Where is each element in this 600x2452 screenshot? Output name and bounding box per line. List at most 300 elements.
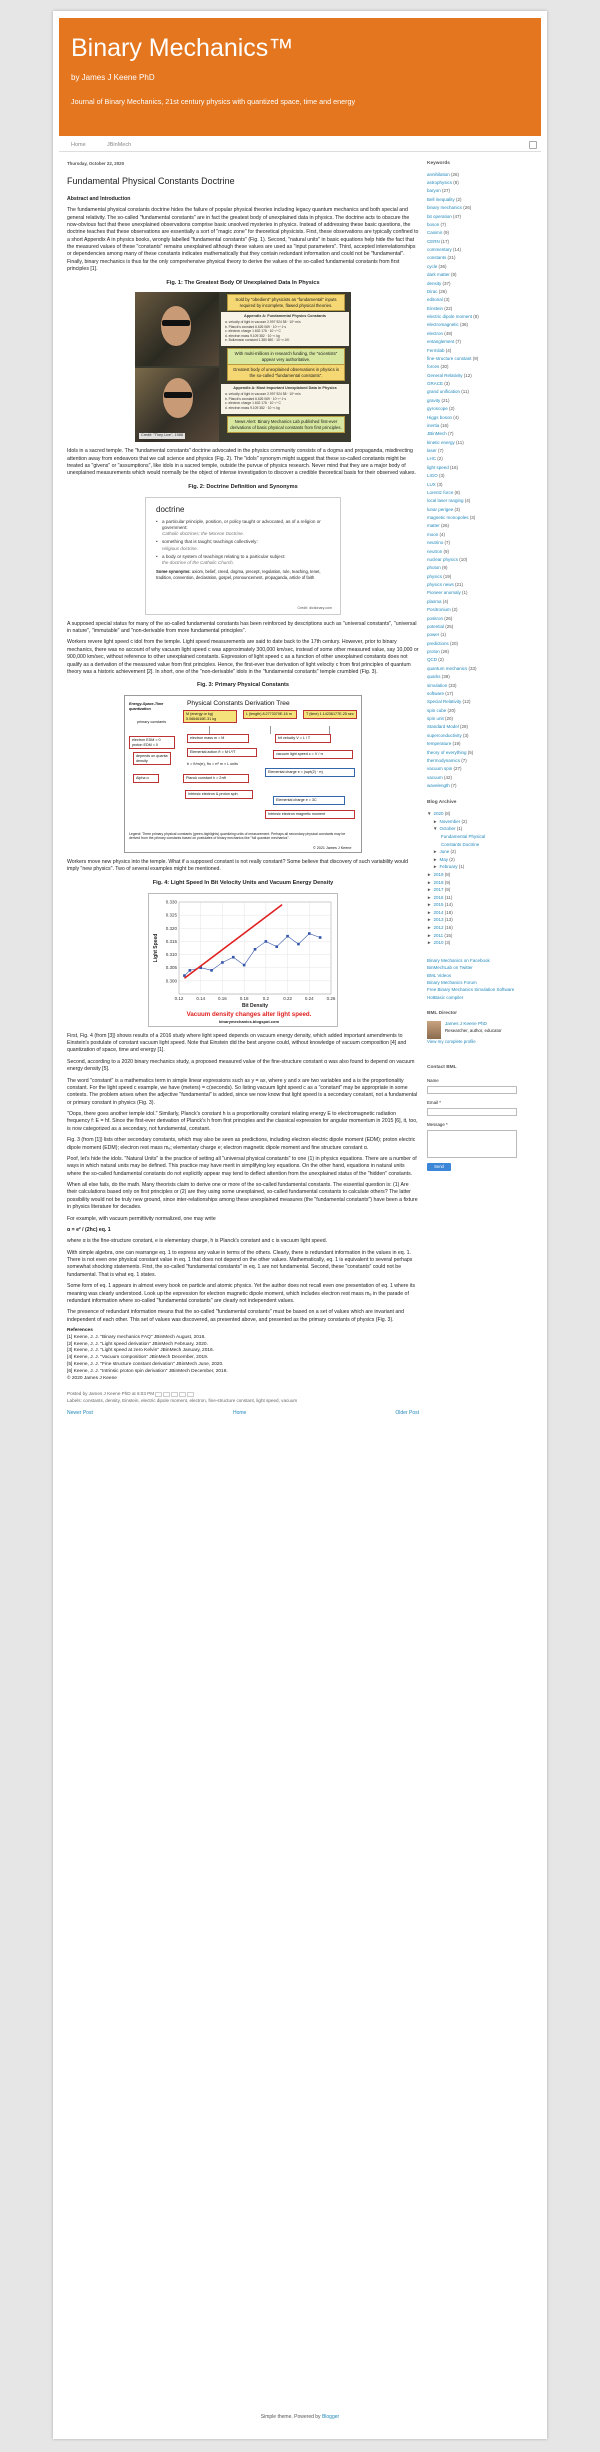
archive-label[interactable]: February bbox=[439, 864, 458, 870]
keyword-link[interactable]: theory of everything bbox=[427, 749, 467, 755]
keyword-item[interactable] bbox=[427, 615, 535, 623]
keyword-item[interactable] bbox=[427, 313, 535, 321]
keyword-link[interactable]: magnetic monopoles bbox=[427, 515, 469, 521]
keyword-count: (42) bbox=[444, 774, 453, 780]
keyword-item[interactable] bbox=[427, 296, 535, 304]
keyword-link[interactable]: baryon bbox=[427, 188, 441, 194]
archive-item[interactable] bbox=[427, 894, 535, 902]
keyword-item[interactable] bbox=[427, 196, 535, 204]
newer-post-link[interactable]: Newer Post bbox=[67, 1410, 93, 1417]
keyword-link[interactable]: physics news bbox=[427, 582, 454, 588]
sidebar-link[interactable]: HotBasic compiler bbox=[427, 994, 464, 1000]
keyword-item[interactable] bbox=[427, 472, 535, 480]
archive-label[interactable]: June bbox=[439, 849, 450, 855]
fig1-mid-box: With multi-millions in research funding, the "scientists" appear very authoritative. bbox=[227, 348, 345, 365]
keyword-item[interactable] bbox=[427, 321, 535, 329]
keyword-link[interactable]: inertia bbox=[427, 422, 440, 428]
fig1-image[interactable] bbox=[135, 292, 351, 442]
keyword-item[interactable] bbox=[427, 723, 535, 731]
keyword-link[interactable]: commentary bbox=[427, 247, 452, 253]
keyword-item[interactable] bbox=[427, 514, 535, 522]
archive-label[interactable]: 2016 bbox=[433, 894, 444, 900]
keyword-link[interactable]: Special Relativity bbox=[427, 699, 462, 705]
keyword-item[interactable] bbox=[427, 238, 535, 246]
keyword-link[interactable]: proton bbox=[427, 649, 440, 655]
keyword-item[interactable] bbox=[427, 280, 535, 288]
archive-label[interactable]: 2019 bbox=[433, 871, 444, 877]
keyword-link[interactable]: Lorentz force bbox=[427, 489, 454, 495]
keyword-link[interactable]: Positronium bbox=[427, 607, 451, 613]
keyword-link[interactable]: electromagnetic bbox=[427, 322, 459, 328]
keyword-link[interactable]: editorial bbox=[427, 297, 443, 303]
home-link[interactable]: Home bbox=[233, 1410, 247, 1417]
fig1-row: d. electron mass 9.109 382 · 10⁻³¹ kg bbox=[225, 333, 280, 338]
posted-by[interactable]: Posted by James J Keene PhD at 6:03 PM bbox=[67, 1391, 155, 1397]
blog-this-icon[interactable] bbox=[163, 1392, 170, 1397]
keyword-item[interactable] bbox=[427, 656, 535, 664]
expand-right-icon[interactable]: ► bbox=[427, 925, 432, 931]
keyword-item[interactable] bbox=[427, 531, 535, 539]
keyword-count: (22) bbox=[444, 305, 453, 311]
archive-item[interactable] bbox=[427, 848, 535, 856]
keyword-link[interactable]: nuclear physics bbox=[427, 556, 459, 562]
archive-label[interactable]: 2013 bbox=[433, 917, 444, 923]
keyword-link[interactable]: dark matter bbox=[427, 272, 450, 278]
data-point[interactable] bbox=[275, 945, 278, 948]
keyword-item[interactable] bbox=[427, 757, 535, 765]
director-avatar[interactable] bbox=[427, 1021, 441, 1039]
archive-label[interactable]: 2011 bbox=[433, 932, 444, 938]
keyword-item[interactable] bbox=[427, 171, 535, 179]
archive-count: (1) bbox=[458, 864, 465, 870]
archive-item[interactable] bbox=[427, 841, 535, 849]
director-desc: Researcher, author, educator bbox=[445, 1028, 502, 1034]
keyword-link[interactable]: Einstein bbox=[427, 305, 444, 311]
keyword-count: (36) bbox=[438, 263, 447, 269]
keyword-item[interactable] bbox=[427, 707, 535, 715]
data-point[interactable] bbox=[189, 969, 192, 972]
data-point[interactable] bbox=[297, 942, 300, 945]
fig3-action-box: Elemental action ℏ = M·L²/T bbox=[187, 748, 257, 756]
keyword-item[interactable] bbox=[427, 556, 535, 564]
director-name[interactable]: James J Keene PhD bbox=[445, 1020, 487, 1026]
paragraph-poof: Poof, let's hide the idols. "Natural Units" is the practice of setting all "universal physical constants" to one (1) in physics equations. There are a number of ways in which natural units may be defined. This practice may have merit in simplifying key equations. On the other hand, equations in natural units where the so-called fundamental constants do not explicitly appear may tend to deflect attention from the unexplained status of the "hidden" constants. bbox=[67, 1155, 417, 1177]
archive-label[interactable]: Constants Doctrine bbox=[441, 841, 480, 847]
keyword-item[interactable] bbox=[427, 564, 535, 572]
keyword-item[interactable] bbox=[427, 648, 535, 656]
keyword-item[interactable] bbox=[427, 481, 535, 489]
archive-label[interactable]: 2012 bbox=[433, 925, 444, 931]
keyword-link[interactable]: neutrino bbox=[427, 540, 444, 546]
reference-item[interactable]: [6] Keene, J. J. "Intrinsic proton spin derivation" JBinMech December, 2018. bbox=[67, 1368, 228, 1374]
keyword-link[interactable]: gravity bbox=[427, 397, 441, 403]
keyword-item[interactable] bbox=[427, 506, 535, 514]
keyword-item[interactable] bbox=[427, 673, 535, 681]
fig3-depends-box: depends on quanta density bbox=[133, 752, 171, 765]
keyword-count: (11) bbox=[456, 439, 464, 445]
keyword-link[interactable]: power bbox=[427, 632, 440, 638]
fig1-top-box: Sold by "obedient" physicists as "fundamental" inputs required by incomplete, flawed physical theories. bbox=[227, 294, 345, 311]
keyword-item[interactable] bbox=[427, 682, 535, 690]
contact-email-input[interactable] bbox=[427, 1108, 517, 1116]
keyword-link[interactable]: moon bbox=[427, 531, 439, 537]
fig3-charge-box-2: Elemental charge e = 3C bbox=[273, 796, 345, 804]
archive-item[interactable] bbox=[427, 863, 535, 871]
keyword-item[interactable] bbox=[427, 749, 535, 757]
keyword-count: (21) bbox=[447, 255, 456, 261]
fig2-definition bbox=[156, 539, 330, 551]
keyword-item[interactable] bbox=[427, 573, 535, 581]
keyword-item[interactable] bbox=[427, 548, 535, 556]
keyword-count: (3) bbox=[437, 481, 443, 487]
expand-right-icon[interactable]: ► bbox=[433, 856, 438, 862]
keyword-link[interactable]: bit operation bbox=[427, 213, 452, 219]
keyword-item[interactable] bbox=[427, 765, 535, 773]
expand-right-icon[interactable]: ► bbox=[427, 887, 432, 893]
expand-down-icon[interactable]: ▼ bbox=[427, 811, 432, 817]
data-point[interactable] bbox=[232, 956, 235, 959]
older-post-link[interactable]: Older Post bbox=[395, 1410, 419, 1417]
sidebar-link[interactable]: Binary Mechanics Forum bbox=[427, 980, 477, 986]
keyword-link[interactable]: spin unit bbox=[427, 716, 444, 722]
twitter-share-icon[interactable] bbox=[171, 1392, 178, 1397]
keyword-item[interactable] bbox=[427, 246, 535, 254]
archive-label[interactable]: October bbox=[439, 826, 456, 832]
tab-jbinmech[interactable]: JBinMech bbox=[107, 142, 132, 148]
contact-name-input[interactable] bbox=[427, 1086, 517, 1094]
keyword-link[interactable]: neutron bbox=[427, 548, 443, 554]
edit-icon[interactable] bbox=[529, 141, 537, 149]
data-point[interactable] bbox=[286, 935, 289, 938]
keyword-link[interactable]: Dirac bbox=[427, 288, 438, 294]
keyword-count: (4) bbox=[453, 414, 459, 420]
archive-label[interactable]: 2017 bbox=[433, 887, 444, 893]
expand-right-icon[interactable]: ► bbox=[427, 871, 432, 877]
keyword-count: (3) bbox=[463, 732, 469, 738]
keyword-link[interactable]: vacuum spin bbox=[427, 766, 453, 772]
reference-item[interactable]: [2] Keene, J. J. "Light speed derivation" JBinMech February, 2020. bbox=[67, 1341, 208, 1347]
y-tick-label: 0.325 bbox=[165, 912, 177, 918]
facebook-share-icon[interactable] bbox=[179, 1392, 186, 1397]
data-point[interactable] bbox=[265, 940, 268, 943]
keyword-link[interactable]: grand unification bbox=[427, 389, 461, 395]
keyword-link[interactable]: Pioneer anomaly bbox=[427, 590, 461, 596]
keyword-item[interactable] bbox=[427, 522, 535, 530]
keyword-link[interactable]: QCD bbox=[427, 657, 437, 663]
expand-right-icon[interactable]: ► bbox=[427, 917, 432, 923]
keyword-item[interactable] bbox=[427, 288, 535, 296]
keyword-item[interactable] bbox=[427, 631, 535, 639]
fig3-electron-mass-box: electron mass m = M bbox=[187, 734, 249, 742]
archive-count: (3) bbox=[444, 940, 451, 946]
expand-right-icon[interactable]: ► bbox=[427, 932, 432, 938]
keyword-link[interactable]: quantum mechanics bbox=[427, 665, 468, 671]
keyword-item[interactable] bbox=[427, 422, 535, 430]
fig2-image[interactable] bbox=[145, 497, 341, 615]
contact-send-button[interactable]: Send bbox=[427, 1163, 451, 1171]
expand-right-icon[interactable]: ► bbox=[433, 849, 438, 855]
archive-label[interactable]: 2010 bbox=[433, 940, 444, 946]
keyword-link[interactable]: lunar perigee bbox=[427, 506, 454, 512]
pinterest-share-icon[interactable] bbox=[187, 1392, 194, 1397]
keyword-link[interactable]: vacuum bbox=[427, 774, 443, 780]
keyword-link[interactable]: software bbox=[427, 690, 445, 696]
keyword-link[interactable]: astrophysics bbox=[427, 180, 453, 186]
keyword-link[interactable]: LHC bbox=[427, 456, 437, 462]
keyword-link[interactable]: plasma bbox=[427, 598, 442, 604]
keyword-count: (39) bbox=[441, 674, 450, 680]
archive-label[interactable]: 2014 bbox=[433, 909, 444, 915]
keyword-item[interactable] bbox=[427, 698, 535, 706]
keyword-link[interactable]: constants bbox=[427, 255, 447, 261]
data-point[interactable] bbox=[243, 963, 246, 966]
fig1-row: e. Boltzmann constant 1.380 650 · 10⁻²³ J/K bbox=[225, 338, 290, 343]
keyword-item[interactable] bbox=[427, 330, 535, 338]
expand-right-icon[interactable]: ► bbox=[427, 909, 432, 915]
keyword-link[interactable]: Casimir bbox=[427, 230, 443, 236]
keyword-link[interactable]: electron bbox=[427, 330, 444, 336]
keyword-count: (7) bbox=[438, 448, 444, 454]
director-profile-link[interactable]: View my complete profile bbox=[427, 1038, 476, 1044]
contact-message-input[interactable] bbox=[427, 1130, 517, 1158]
expand-right-icon[interactable]: ► bbox=[433, 818, 438, 824]
archive-item[interactable] bbox=[427, 916, 535, 924]
keyword-link[interactable]: laser bbox=[427, 448, 437, 454]
reference-item[interactable]: [1] Keene, J. J. "Binary mechanics FAQ" JBinMech August, 2018. bbox=[67, 1334, 206, 1340]
data-point[interactable] bbox=[254, 948, 257, 951]
fig4-chart[interactable] bbox=[148, 893, 338, 1027]
keyword-link[interactable]: matter bbox=[427, 523, 440, 529]
keyword-link[interactable]: General Relativity bbox=[427, 372, 463, 378]
keyword-item[interactable] bbox=[427, 581, 535, 589]
keyword-count: (12) bbox=[463, 372, 472, 378]
keyword-item[interactable] bbox=[427, 732, 535, 740]
expand-right-icon[interactable]: ► bbox=[427, 894, 432, 900]
expand-down-icon[interactable]: ▼ bbox=[433, 826, 438, 832]
fig1-appendix-bottom bbox=[221, 384, 349, 414]
data-point[interactable] bbox=[183, 974, 186, 977]
keyword-count: (7) bbox=[448, 431, 454, 437]
data-point[interactable] bbox=[210, 969, 213, 972]
keyword-link[interactable]: annihilation bbox=[427, 171, 450, 177]
keyword-count: (5) bbox=[467, 749, 474, 755]
expand-right-icon[interactable]: ► bbox=[427, 902, 432, 908]
theme-text: Simple theme. Powered by bbox=[260, 2414, 321, 2420]
keyword-link[interactable]: kinetic energy bbox=[427, 439, 455, 445]
x-tick-label: 0.24 bbox=[304, 995, 314, 1001]
archive-item[interactable] bbox=[427, 924, 535, 932]
keyword-link[interactable]: LIGO bbox=[427, 473, 438, 479]
archive-item[interactable] bbox=[427, 825, 535, 833]
post-title[interactable]: Fundamental Physical Constants Doctrine bbox=[67, 176, 235, 187]
fig3-spin-box: Intrinsic electron & proton spin bbox=[185, 790, 253, 798]
share-buttons bbox=[155, 1391, 195, 1396]
archive-label[interactable]: May bbox=[439, 856, 448, 862]
keyword-item[interactable] bbox=[427, 363, 535, 371]
keyword-link[interactable]: potential bbox=[427, 623, 445, 629]
archive-item[interactable] bbox=[427, 833, 535, 841]
data-point[interactable] bbox=[308, 932, 311, 935]
keyword-link[interactable]: Bell inequality bbox=[427, 196, 455, 202]
reference-item[interactable]: [5] Keene, J. J. "Fine structure constant derivation" JBinMech June, 2020. bbox=[67, 1362, 224, 1368]
keyword-link[interactable]: simulation bbox=[427, 682, 448, 688]
keyword-item[interactable] bbox=[427, 414, 535, 422]
archive-item[interactable] bbox=[427, 810, 535, 818]
archive-label[interactable]: Fundamental Physical bbox=[441, 833, 486, 839]
page-tabs bbox=[59, 140, 541, 152]
keyword-link[interactable]: JBinMech bbox=[427, 431, 447, 437]
expand-right-icon[interactable]: ► bbox=[433, 864, 438, 870]
data-point[interactable] bbox=[319, 936, 322, 939]
keyword-item[interactable] bbox=[427, 405, 535, 413]
keyword-link[interactable]: light speed bbox=[427, 464, 449, 470]
keyword-link[interactable]: forces bbox=[427, 364, 440, 370]
post-labels[interactable]: Labels: constants, density, Einstein, electric dipole moment, electron, fine-structure constant, light speed, vacuum bbox=[67, 1397, 298, 1403]
keyword-link[interactable]: cycle bbox=[427, 263, 438, 269]
keyword-link[interactable]: Standard Model bbox=[427, 724, 459, 730]
archive-item[interactable] bbox=[427, 871, 535, 879]
archive-label[interactable]: 2015 bbox=[433, 902, 444, 908]
abstract-heading: Abstract and Introduction bbox=[67, 195, 131, 202]
keyword-link[interactable]: LUX bbox=[427, 481, 436, 487]
keyword-item[interactable] bbox=[427, 447, 535, 455]
keyword-item[interactable] bbox=[427, 665, 535, 673]
keyword-link[interactable]: physics bbox=[427, 573, 443, 579]
fig3-image[interactable] bbox=[124, 695, 362, 853]
archive-item[interactable] bbox=[427, 939, 535, 947]
keyword-link[interactable]: fine-structure constant bbox=[427, 355, 472, 361]
keyword-item[interactable] bbox=[427, 690, 535, 698]
keyword-link[interactable]: density bbox=[427, 280, 442, 286]
keyword-link[interactable]: entanglement bbox=[427, 339, 455, 345]
keyword-item[interactable] bbox=[427, 355, 535, 363]
keyword-link[interactable]: wavelength bbox=[427, 783, 450, 789]
email-share-icon[interactable] bbox=[155, 1392, 162, 1397]
keyword-count: (4) bbox=[464, 498, 471, 504]
keyword-count: (4) bbox=[439, 531, 446, 537]
director-widget bbox=[427, 1011, 535, 1045]
expand-right-icon[interactable]: ► bbox=[427, 940, 432, 946]
archive-item[interactable] bbox=[427, 886, 535, 894]
expand-right-icon[interactable]: ► bbox=[427, 879, 432, 885]
tab-home[interactable]: Home bbox=[71, 142, 86, 148]
keyword-item[interactable] bbox=[427, 439, 535, 447]
sidebar-link[interactable]: BinMechLab on Twitter bbox=[427, 965, 473, 971]
keyword-item[interactable] bbox=[427, 271, 535, 279]
blog-title[interactable]: Binary Mechanics™ bbox=[71, 34, 294, 62]
keyword-item[interactable] bbox=[427, 221, 535, 229]
blog-description: Journal of Binary Mechanics, 21st century physics with quantized space, time and energy bbox=[71, 97, 356, 107]
keyword-item[interactable] bbox=[427, 204, 535, 212]
keyword-item[interactable] bbox=[427, 213, 535, 221]
keyword-item[interactable] bbox=[427, 187, 535, 195]
keyword-link[interactable]: predictions bbox=[427, 640, 449, 646]
sidebar-link[interactable]: Free Binary Mechanics Simulation Software bbox=[427, 987, 515, 993]
reference-item[interactable]: [4] Keene, J. J. "Vacuum composition" JBinMech December, 2019. bbox=[67, 1355, 209, 1361]
archive-item[interactable] bbox=[427, 932, 535, 940]
keyword-link[interactable]: quarks bbox=[427, 674, 441, 680]
reference-item[interactable]: [3] Keene, J. J. "Light speed at zero Kelvin" JBinMech January, 2016. bbox=[67, 1348, 215, 1354]
archive-item[interactable] bbox=[427, 901, 535, 909]
keyword-count: (37) bbox=[442, 280, 451, 286]
keyword-link[interactable]: temperature bbox=[427, 741, 452, 747]
keyword-item[interactable] bbox=[427, 715, 535, 723]
keyword-item[interactable] bbox=[427, 254, 535, 262]
archive-item[interactable] bbox=[427, 856, 535, 864]
sidebar-link[interactable]: Binary Mechanics on Facebook bbox=[427, 957, 490, 963]
keyword-link[interactable]: local laser ranging bbox=[427, 498, 464, 504]
archive-item[interactable] bbox=[427, 879, 535, 887]
keyword-count: (12) bbox=[462, 699, 471, 705]
keyword-item[interactable] bbox=[427, 598, 535, 606]
keyword-item[interactable] bbox=[427, 380, 535, 388]
keyword-link[interactable]: gyroscope bbox=[427, 406, 448, 412]
keyword-item[interactable] bbox=[427, 497, 535, 505]
archive-item[interactable] bbox=[427, 818, 535, 826]
keyword-link[interactable]: electric dipole moment bbox=[427, 314, 473, 320]
keyword-count: (20) bbox=[445, 716, 454, 722]
keyword-item[interactable] bbox=[427, 774, 535, 782]
keyword-link[interactable]: Higgs boson bbox=[427, 414, 453, 420]
keyword-item[interactable] bbox=[427, 623, 535, 631]
keyword-link[interactable]: spin cube bbox=[427, 707, 447, 713]
sidebar-link[interactable]: BML Videos bbox=[427, 972, 452, 978]
keyword-item[interactable] bbox=[427, 263, 535, 271]
keyword-item[interactable] bbox=[427, 430, 535, 438]
keyword-item[interactable] bbox=[427, 372, 535, 380]
keyword-item[interactable] bbox=[427, 397, 535, 405]
contact-widget bbox=[427, 1065, 535, 1171]
keyword-item[interactable] bbox=[427, 489, 535, 497]
keyword-count: (8) bbox=[473, 314, 479, 320]
blogger-link[interactable]: Blogger bbox=[321, 2414, 340, 2420]
keyword-item[interactable] bbox=[427, 740, 535, 748]
keyword-item[interactable] bbox=[427, 347, 535, 355]
keyword-link[interactable]: photon bbox=[427, 565, 441, 571]
keyword-item[interactable] bbox=[427, 388, 535, 396]
archive-item[interactable] bbox=[427, 909, 535, 917]
keyword-item[interactable] bbox=[427, 179, 535, 187]
keyword-item[interactable] bbox=[427, 782, 535, 790]
blog-header bbox=[59, 18, 541, 136]
keyword-link[interactable]: positron bbox=[427, 615, 444, 621]
keyword-link[interactable]: superconductivity bbox=[427, 732, 462, 738]
keyword-link[interactable]: boson bbox=[427, 221, 440, 227]
keyword-item[interactable] bbox=[427, 606, 535, 614]
keyword-link[interactable]: GRACE bbox=[427, 381, 444, 387]
keyword-item[interactable] bbox=[427, 464, 535, 472]
keyword-item[interactable] bbox=[427, 305, 535, 313]
archive-count: (9) bbox=[444, 887, 451, 893]
keyword-item[interactable] bbox=[427, 229, 535, 237]
keyword-link[interactable]: thermodynamics bbox=[427, 757, 461, 763]
keyword-link[interactable]: binary mechanics bbox=[427, 205, 463, 211]
keyword-count: (14) bbox=[453, 247, 462, 253]
keyword-item[interactable] bbox=[427, 589, 535, 597]
keyword-link[interactable]: CERN bbox=[427, 238, 440, 244]
fig2-synonyms bbox=[156, 569, 330, 580]
keyword-item[interactable] bbox=[427, 539, 535, 547]
keyword-link[interactable]: Fermilab bbox=[427, 347, 445, 353]
data-point[interactable] bbox=[221, 961, 224, 964]
archive-label[interactable]: 2018 bbox=[433, 879, 444, 885]
keyword-item[interactable] bbox=[427, 640, 535, 648]
archive-label[interactable]: 2020 bbox=[433, 811, 444, 817]
archive-label[interactable]: November bbox=[439, 818, 461, 824]
keyword-item[interactable] bbox=[427, 338, 535, 346]
x-tick-label: 0.26 bbox=[326, 995, 336, 1001]
keyword-item[interactable] bbox=[427, 455, 535, 463]
